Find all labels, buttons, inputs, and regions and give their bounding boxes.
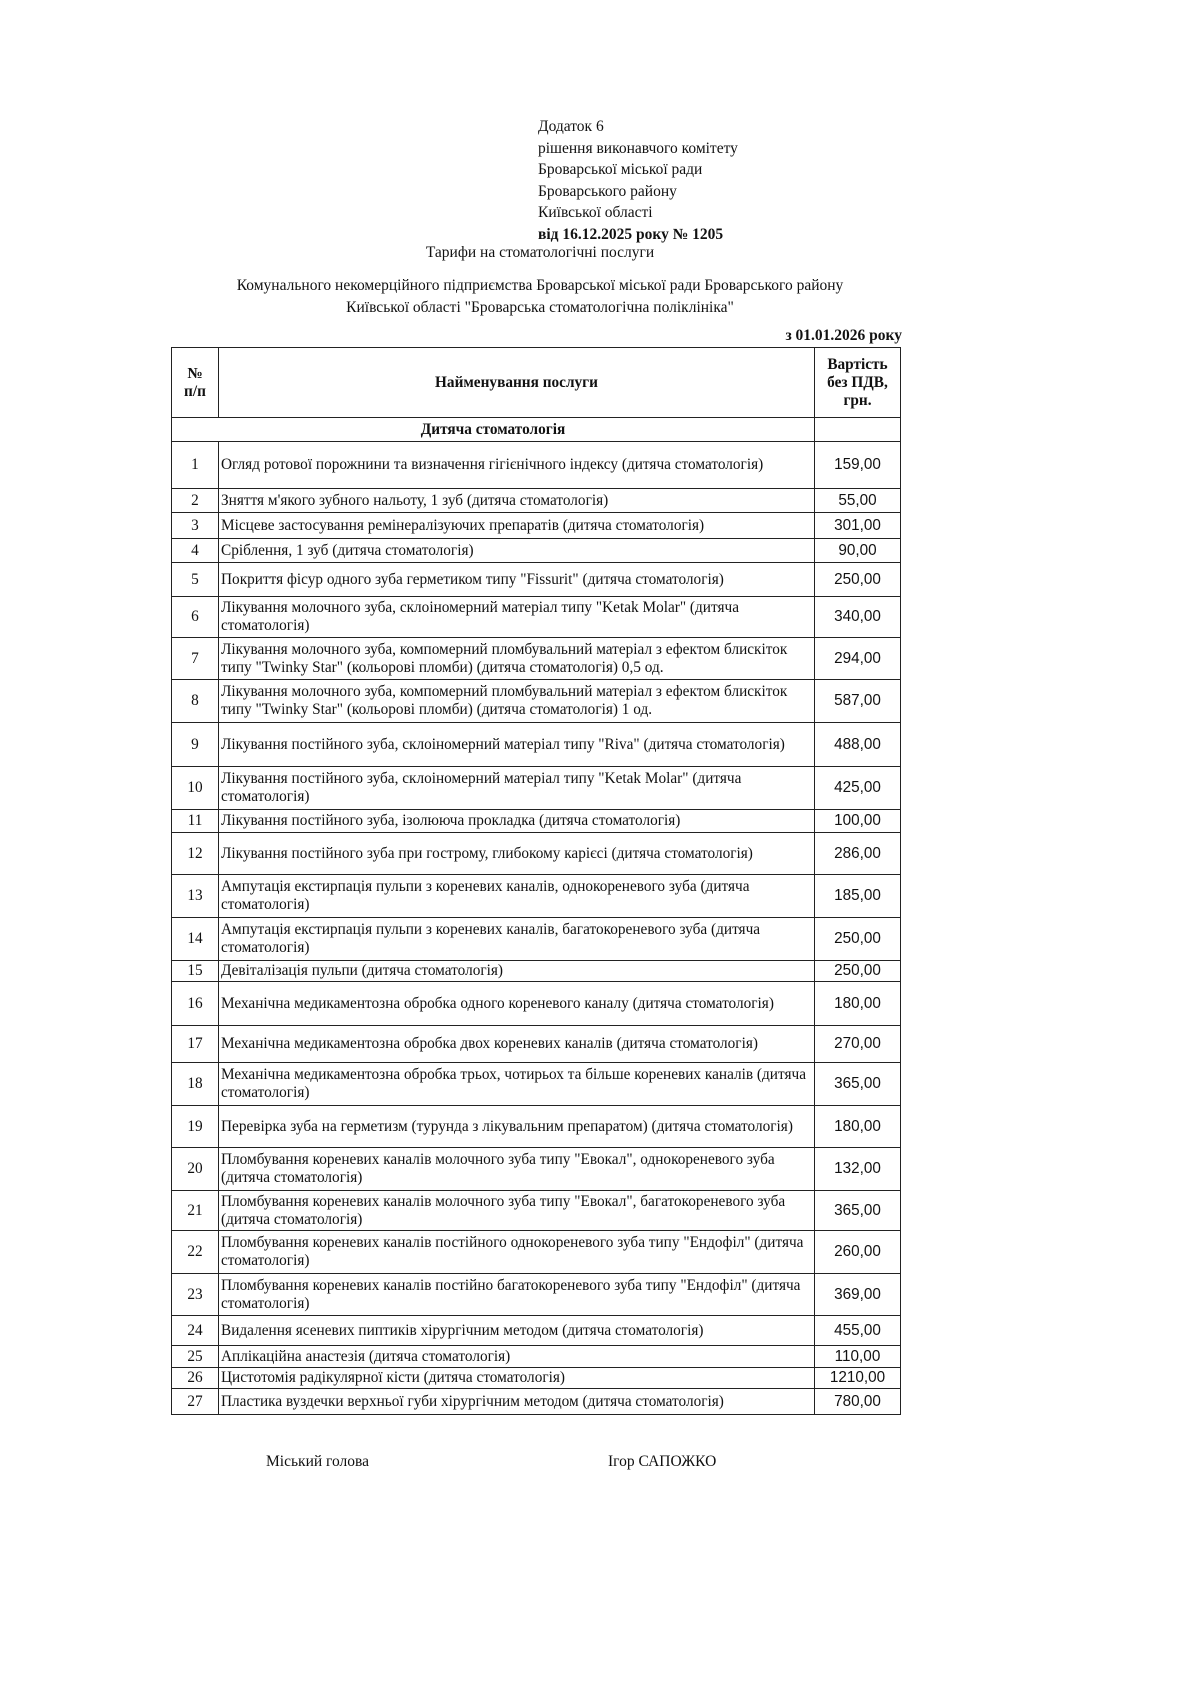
row-number: 12 <box>172 833 219 875</box>
table-row <box>172 1274 901 1316</box>
service-name: Видалення ясеневих пиптиків хірургічним методом (дитяча стоматологія) <box>219 1316 815 1346</box>
service-name: Ампутація екстирпація пульпи з кореневих каналів, багатокореневого зуба (дитяча стоматологія) <box>219 918 815 961</box>
header-text: Вартість <box>827 355 888 373</box>
row-number: 27 <box>172 1389 219 1415</box>
table-row <box>172 767 901 810</box>
service-price: 369,00 <box>815 1274 901 1316</box>
table-row <box>172 638 901 680</box>
service-name: Лікування молочного зуба, компомерний пломбувальний матеріал з ефектом блискіток типу "Twinky Star" (кольорові пломби) (дитяча стоматологія) 0,5 од. <box>219 638 815 680</box>
row-number: 8 <box>172 680 219 723</box>
row-number: 23 <box>172 1274 219 1316</box>
service-price: 1210,00 <box>815 1368 901 1389</box>
annex-block <box>538 116 738 246</box>
service-name: Пломбування кореневих каналів постійно багатокореневого зуба типу "Ендофіл" (дитяча стоматологія) <box>219 1274 815 1316</box>
effective-date: з 01.01.2026 року <box>785 327 902 344</box>
table-row <box>172 513 901 539</box>
service-price: 425,00 <box>815 767 901 810</box>
row-number: 15 <box>172 961 219 982</box>
row-number: 4 <box>172 539 219 563</box>
service-name: Пломбування кореневих каналів молочного зуба типу "Евокал", багатокореневого зуба (дитяча стоматологія) <box>219 1191 815 1231</box>
organization-line-1: Комунального некомерційного підприємства Броварської міської ради Броварського району <box>236 277 844 294</box>
service-name: Зняття м'якого зубного нальоту, 1 зуб (дитяча стоматологія) <box>219 489 815 513</box>
service-name: Лікування молочного зуба, склоіномерний матеріал типу "Ketak Molar" (дитяча стоматологія) <box>219 597 815 638</box>
table-row <box>172 563 901 597</box>
service-name: Огляд ротової порожнини та визначення гігієнічного індексу (дитяча стоматологія) <box>219 442 815 489</box>
row-number: 1 <box>172 442 219 489</box>
header-text: грн. <box>843 391 872 409</box>
table-row <box>172 1368 901 1389</box>
service-name: Механічна медикаментозна обробка одного кореневого каналу (дитяча стоматологія) <box>219 982 815 1026</box>
service-name: Лікування постійного зуба, склоіномерний матеріал типу "Riva" (дитяча стоматологія) <box>219 723 815 767</box>
row-number: 10 <box>172 767 219 810</box>
row-number: 17 <box>172 1026 219 1063</box>
header-text: без ПДВ, <box>827 373 888 391</box>
row-number: 26 <box>172 1368 219 1389</box>
service-price: 488,00 <box>815 723 901 767</box>
table-row <box>172 1026 901 1063</box>
header-text: п/п <box>184 382 206 400</box>
header-text: № <box>187 364 203 382</box>
annex-line: Броварської міської ради <box>538 161 703 179</box>
row-number: 6 <box>172 597 219 638</box>
document-title: Тарифи на стоматологічні послуги <box>425 244 655 261</box>
service-name: Лікування постійного зуба при гострому, глибокому карієсі (дитяча стоматологія) <box>219 833 815 875</box>
service-price: 365,00 <box>815 1191 901 1231</box>
table-row <box>172 539 901 563</box>
service-name: Пломбування кореневих каналів постійного однокореневого зуба типу "Ендофіл" (дитяча стоматологія) <box>219 1231 815 1274</box>
row-number: 14 <box>172 918 219 961</box>
table-row <box>172 961 901 982</box>
row-number: 11 <box>172 810 219 833</box>
service-price: 780,00 <box>815 1389 901 1415</box>
row-number: 20 <box>172 1148 219 1191</box>
table-row <box>172 1148 901 1191</box>
service-price: 110,00 <box>815 1346 901 1368</box>
table-row <box>172 597 901 638</box>
service-price: 250,00 <box>815 918 901 961</box>
row-number: 13 <box>172 875 219 918</box>
table-row <box>172 1231 901 1274</box>
service-price: 250,00 <box>815 961 901 982</box>
service-name: Покриття фісур одного зуба герметиком типу "Fissurit" (дитяча стоматологія) <box>219 563 815 597</box>
service-name: Цистотомія радікулярної кісти (дитяча стоматологія) <box>219 1368 815 1389</box>
tariff-table <box>171 347 901 1415</box>
service-price: 301,00 <box>815 513 901 539</box>
row-number: 18 <box>172 1063 219 1106</box>
row-number: 25 <box>172 1346 219 1368</box>
service-name: Пломбування кореневих каналів молочного зуба типу "Евокал", однокореневого зуба (дитяча стоматологія) <box>219 1148 815 1191</box>
service-price: 100,00 <box>815 810 901 833</box>
service-price: 180,00 <box>815 1106 901 1148</box>
service-price: 185,00 <box>815 875 901 918</box>
signature-position: Міський голова <box>266 1453 370 1470</box>
table-row <box>172 833 901 875</box>
service-name: Механічна медикаментозна обробка трьох, чотирьох та більше кореневих каналів (дитяча стоматологія) <box>219 1063 815 1106</box>
annex-line: Додаток 6 <box>538 118 604 135</box>
service-name: Пластика вуздечки верхньої губи хірургічним методом (дитяча стоматологія) <box>219 1389 815 1415</box>
table-row <box>172 1346 901 1368</box>
table-row <box>172 982 901 1026</box>
service-name: Девіталізація пульпи (дитяча стоматологія) <box>219 961 815 982</box>
organization-name <box>0 275 1080 318</box>
organization-line-2: Київської області "Броварська стоматологічна поліклініка" <box>346 298 734 316</box>
column-header-price <box>815 348 901 418</box>
table-row <box>172 1106 901 1148</box>
service-name: Аплікаційна анастезія (дитяча стоматологія) <box>219 1346 815 1368</box>
annex-line: рішення виконавчого комітету <box>538 139 738 157</box>
annex-line: Київської області <box>538 204 653 222</box>
service-price: 455,00 <box>815 1316 901 1346</box>
service-price: 286,00 <box>815 833 901 875</box>
row-number: 7 <box>172 638 219 680</box>
service-price: 260,00 <box>815 1231 901 1274</box>
service-price: 587,00 <box>815 680 901 723</box>
service-price: 365,00 <box>815 1063 901 1106</box>
row-number: 24 <box>172 1316 219 1346</box>
table-header-row <box>172 348 901 418</box>
section-title: Дитяча стоматологія <box>172 418 815 442</box>
row-number: 16 <box>172 982 219 1026</box>
row-number: 21 <box>172 1191 219 1231</box>
row-number: 5 <box>172 563 219 597</box>
annex-line: Броварського району <box>538 182 677 200</box>
service-name: Лікування постійного зуба, ізолююча прокладка (дитяча стоматологія) <box>219 810 815 833</box>
table-row <box>172 1389 901 1415</box>
service-name: Лікування постійного зуба, склоіномерний матеріал типу "Ketak Molar" (дитяча стоматологія) <box>219 767 815 810</box>
table-row <box>172 680 901 723</box>
service-price: 270,00 <box>815 1026 901 1063</box>
service-price: 132,00 <box>815 1148 901 1191</box>
service-name: Місцеве застосування ремінералізуючих препаратів (дитяча стоматологія) <box>219 513 815 539</box>
table-row <box>172 918 901 961</box>
service-name: Перевірка зуба на герметизм (турунда з лікувальним препаратом) (дитяча стоматологія) <box>219 1106 815 1148</box>
row-number: 19 <box>172 1106 219 1148</box>
table-row <box>172 489 901 513</box>
service-price: 55,00 <box>815 489 901 513</box>
table-row <box>172 1191 901 1231</box>
row-number: 2 <box>172 489 219 513</box>
service-name: Ампутація екстирпація пульпи з кореневих каналів, однокореневого зуба (дитяча стоматологія) <box>219 875 815 918</box>
table-row <box>172 810 901 833</box>
section-row <box>172 418 901 442</box>
row-number: 3 <box>172 513 219 539</box>
section-empty-cell <box>815 418 901 442</box>
column-header-service-name: Найменування послуги <box>219 348 815 418</box>
table-row <box>172 875 901 918</box>
service-name: Механічна медикаментозна обробка двох кореневих каналів (дитяча стоматологія) <box>219 1026 815 1063</box>
service-price: 340,00 <box>815 597 901 638</box>
table-row <box>172 1063 901 1106</box>
table-row <box>172 1316 901 1346</box>
row-number: 22 <box>172 1231 219 1274</box>
service-price: 294,00 <box>815 638 901 680</box>
table-row <box>172 442 901 489</box>
column-header-number <box>172 348 219 418</box>
service-price: 159,00 <box>815 442 901 489</box>
table-row <box>172 723 901 767</box>
service-price: 250,00 <box>815 563 901 597</box>
service-name: Лікування молочного зуба, компомерний пломбувальний матеріал з ефектом блискіток типу "Twinky Star" (кольорові пломби) (дитяча стоматологія) 1 од. <box>219 680 815 723</box>
service-price: 90,00 <box>815 539 901 563</box>
decision-number: від 16.12.2025 року № 1205 <box>538 225 724 243</box>
row-number: 9 <box>172 723 219 767</box>
service-name: Сріблення, 1 зуб (дитяча стоматологія) <box>219 539 815 563</box>
service-price: 180,00 <box>815 982 901 1026</box>
signature-name: Ігор САПОЖКО <box>608 1453 717 1470</box>
